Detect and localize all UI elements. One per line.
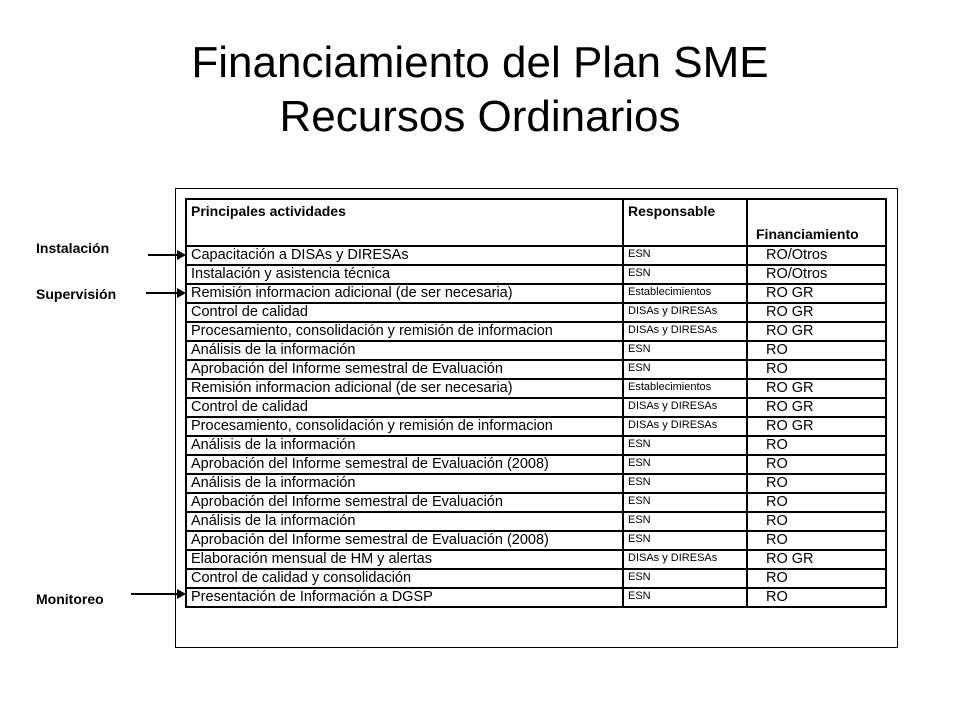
cell-financiamiento: RO/Otros [747,265,886,284]
cell-actividad: Remisión informacion adicional (de ser necesaria) [186,284,623,303]
table-row [186,512,886,531]
table-row [186,246,886,265]
cell-financiamiento: RO GR [747,417,886,436]
cell-actividad: Aprobación del Informe semestral de Evaluación (2008) [186,531,623,550]
cell-responsable: ESN [623,569,747,588]
label-instalacion: Instalación [36,240,110,256]
cell-financiamiento: RO GR [747,379,886,398]
cell-responsable: ESN [623,341,747,360]
cell-actividad: Elaboración mensual de HM y alertas [186,550,623,569]
cell-financiamiento: RO [747,341,886,360]
table-row [186,436,886,455]
header-responsable: Responsable [623,199,747,246]
cell-financiamiento: RO [747,436,886,455]
cell-responsable: DISAs y DIRESAs [623,303,747,322]
arrow-monitoreo-icon [131,589,186,599]
activities-table [185,198,887,608]
cell-responsable: DISAs y DIRESAs [623,322,747,341]
title-line-2: Recursos Ordinarios [279,92,681,141]
header-financiamiento: Financiamiento [747,199,886,246]
cell-actividad: Control de calidad [186,398,623,417]
header-actividades: Principales actividades [186,199,623,246]
table-row [186,303,886,322]
cell-responsable: Establecimientos [623,284,747,303]
cell-actividad: Remisión informacion adicional (de ser necesaria) [186,379,623,398]
table-row [186,417,886,436]
cell-financiamiento: RO GR [747,284,886,303]
cell-responsable: DISAs y DIRESAs [623,417,747,436]
table-row [186,379,886,398]
table-row [186,322,886,341]
cell-actividad: Análisis de la información [186,341,623,360]
table-row [186,341,886,360]
cell-responsable: ESN [623,531,747,550]
table-row [186,474,886,493]
cell-financiamiento: RO GR [747,550,886,569]
slide-title [0,36,960,144]
cell-financiamiento: RO [747,588,886,607]
cell-actividad: Procesamiento, consolidación y remisión de informacion [186,322,623,341]
cell-actividad: Procesamiento, consolidación y remisión de informacion [186,417,623,436]
title-line-1: Financiamiento del Plan SME [191,38,769,87]
cell-actividad: Control de calidad [186,303,623,322]
cell-financiamiento: RO GR [747,303,886,322]
cell-actividad: Presentación de Información a DGSP [186,588,623,607]
label-monitoreo: Monitoreo [36,591,104,607]
cell-actividad: Análisis de la información [186,436,623,455]
cell-financiamiento: RO [747,531,886,550]
label-supervision: Supervisión [36,286,117,302]
cell-actividad: Análisis de la información [186,474,623,493]
cell-responsable: ESN [623,246,747,265]
table-row [186,360,886,379]
cell-responsable: ESN [623,493,747,512]
table-row [186,493,886,512]
cell-financiamiento: RO [747,360,886,379]
cell-responsable: ESN [623,436,747,455]
table-row [186,531,886,550]
table-row [186,569,886,588]
cell-actividad: Aprobación del Informe semestral de Evaluación (2008) [186,455,623,474]
cell-responsable: ESN [623,455,747,474]
cell-responsable: ESN [623,265,747,284]
cell-responsable: ESN [623,588,747,607]
cell-actividad: Capacitación a DISAs y DIRESAs [186,246,623,265]
table-row [186,455,886,474]
cell-financiamiento: RO [747,474,886,493]
cell-financiamiento: RO/Otros [747,246,886,265]
cell-actividad: Aprobación del Informe semestral de Evaluación [186,360,623,379]
cell-financiamiento: RO [747,493,886,512]
cell-responsable: DISAs y DIRESAs [623,550,747,569]
cell-responsable: Establecimientos [623,379,747,398]
table-row [186,398,886,417]
arrow-supervision-icon [146,288,186,298]
cell-financiamiento: RO [747,569,886,588]
table-row [186,550,886,569]
cell-responsable: ESN [623,360,747,379]
cell-responsable: ESN [623,512,747,531]
cell-responsable: DISAs y DIRESAs [623,398,747,417]
table-row [186,284,886,303]
table-header-row [186,199,886,246]
arrow-instalacion-icon [148,250,186,260]
cell-responsable: ESN [623,474,747,493]
cell-financiamiento: RO [747,455,886,474]
cell-actividad: Control de calidad y consolidación [186,569,623,588]
cell-actividad: Instalación y asistencia técnica [186,265,623,284]
cell-actividad: Análisis de la información [186,512,623,531]
cell-financiamiento: RO GR [747,398,886,417]
cell-financiamiento: RO [747,512,886,531]
cell-financiamiento: RO GR [747,322,886,341]
table-row [186,588,886,607]
table-row [186,265,886,284]
cell-actividad: Aprobación del Informe semestral de Evaluación [186,493,623,512]
